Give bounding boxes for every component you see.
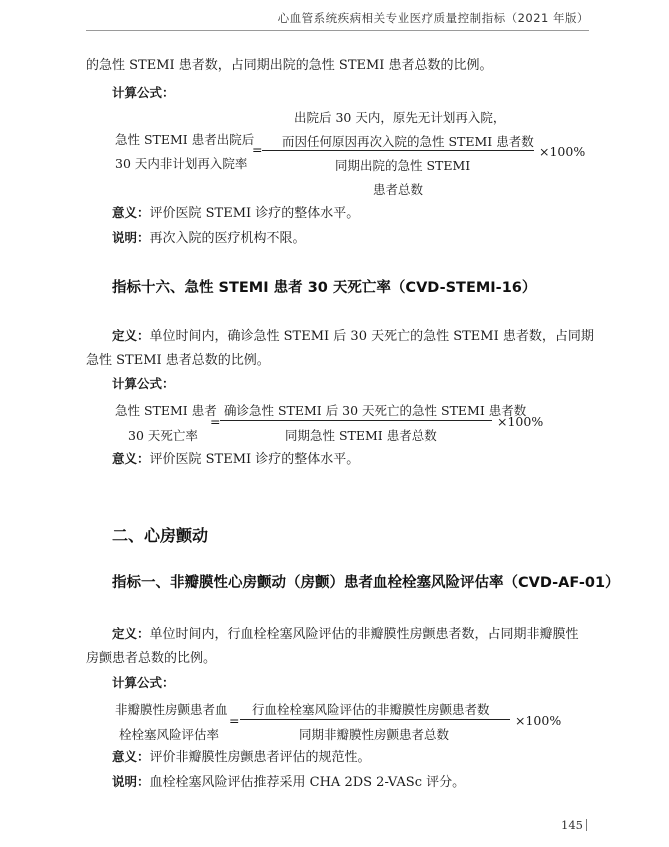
meaning-line <box>112 447 359 472</box>
note-text: 再次入院的医疗机构不限。 <box>149 231 306 246</box>
definition-line2: 急性 STEMI 患者总数的比例。 <box>86 353 270 368</box>
continuation-text: 的急性 STEMI 患者数，占同期出院的急性 STEMI 患者总数的比例。 <box>86 58 493 73</box>
formula-multiplier: ×100% <box>539 144 586 159</box>
definition-label: 定义： <box>112 328 150 343</box>
meaning-text: 评价医院 STEMI 诊疗的整体水平。 <box>149 452 360 467</box>
definition-line1 <box>112 324 594 349</box>
formula-denominator-line2: 患者总数 <box>373 182 424 197</box>
definition-label: 定义： <box>112 626 150 641</box>
formula-numerator: 行血栓栓塞风险评估的非瓣膜性房颤患者数 <box>252 702 490 717</box>
note-line <box>112 770 465 795</box>
formula-equals: = <box>252 142 263 157</box>
formula-label: 计算公式： <box>112 85 175 100</box>
formula-equals: = <box>210 414 221 429</box>
note-line <box>112 226 306 251</box>
meaning-text: 评价医院 STEMI 诊疗的整体水平。 <box>149 206 360 221</box>
note-label: 说明： <box>112 230 150 245</box>
formula-lhs-line1: 急性 STEMI 患者出院后 <box>115 132 255 147</box>
formula-label: 计算公式： <box>112 376 175 391</box>
fraction-bar <box>240 719 510 720</box>
formula-numerator: 确诊急性 STEMI 后 30 天死亡的急性 STEMI 患者数 <box>224 403 527 418</box>
page-number-rule <box>586 819 587 831</box>
formula-multiplier: ×100% <box>497 414 544 429</box>
definition-text: 单位时间内，确诊急性 STEMI 后 30 天死亡的急性 STEMI 患者数，占同期 <box>149 329 594 344</box>
formula-denominator-line1: 同期出院的急性 STEMI <box>335 158 471 173</box>
meaning-line <box>112 201 359 226</box>
fraction-bar <box>262 150 534 151</box>
meaning-line <box>112 745 371 770</box>
note-text: 血栓栓塞风险评估推荐采用 CHA 2DS 2-VASc 评分。 <box>149 775 466 790</box>
formula-lhs-line1: 急性 STEMI 患者 <box>115 403 217 418</box>
header-rule <box>86 30 589 31</box>
note-label: 说明： <box>112 774 150 789</box>
formula-multiplier: ×100% <box>515 713 562 728</box>
formula-numerator-line1: 出院后 30 天内，原先无计划再入院， <box>294 110 506 125</box>
formula-lhs-line2: 30 天死亡率 <box>128 428 198 443</box>
formula-lhs-line2: 栓栓塞风险评估率 <box>119 727 220 742</box>
meaning-label: 意义： <box>112 451 150 466</box>
definition-line1 <box>112 622 579 647</box>
formula-numerator-line2: 而因任何原因再次入院的急性 STEMI 患者数 <box>282 134 534 149</box>
definition-text: 单位时间内，行血栓栓塞风险评估的非瓣膜性房颤患者数，占同期非瓣膜性 <box>149 627 579 642</box>
formula-denominator: 同期急性 STEMI 患者总数 <box>285 428 437 443</box>
formula-lhs-line2: 30 天内非计划再入院率 <box>115 156 248 171</box>
definition-line2: 房颤患者总数的比例。 <box>86 651 217 666</box>
page-number: 145 <box>561 818 583 832</box>
meaning-label: 意义： <box>112 749 150 764</box>
running-header: 心血管系统疾病相关专业医疗质量控制指标（2021 年版） <box>277 11 589 25</box>
section-title: 二、心房颤动 <box>112 526 209 545</box>
formula-label: 计算公式： <box>112 675 175 690</box>
indicator-af01-title: 指标一、非瓣膜性心房颤动（房颤）患者血栓栓塞风险评估率（CVD-AF-01） <box>112 575 620 591</box>
indicator-16-title: 指标十六、急性 STEMI 患者 30 天死亡率（CVD-STEMI-16） <box>112 280 537 296</box>
formula-lhs-line1: 非瓣膜性房颤患者血 <box>115 702 228 717</box>
formula-denominator: 同期非瓣膜性房颤患者总数 <box>299 727 450 742</box>
fraction-bar <box>220 420 492 421</box>
formula-equals: = <box>229 713 240 728</box>
meaning-text: 评价非瓣膜性房颤患者评估的规范性。 <box>149 750 371 765</box>
meaning-label: 意义： <box>112 205 150 220</box>
